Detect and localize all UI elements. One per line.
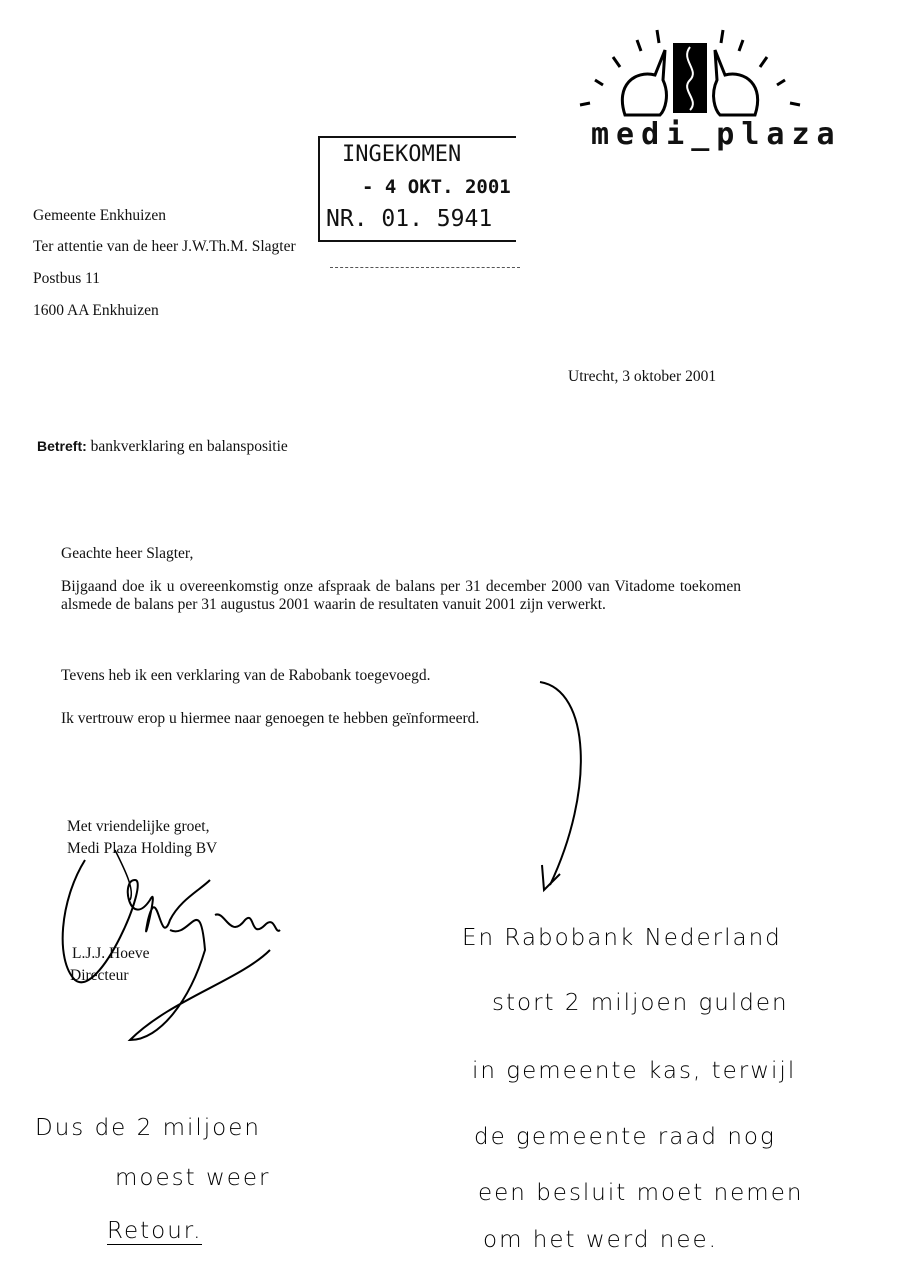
handwritten-note-line: Retour. bbox=[107, 1218, 203, 1244]
handwritten-note-line: om het werd nee. bbox=[483, 1227, 718, 1253]
handwritten-note-line: een besluit moet nemen bbox=[478, 1180, 804, 1206]
arrow-icon bbox=[520, 670, 610, 900]
received-stamp bbox=[318, 136, 516, 242]
signatory-title: Directeur bbox=[70, 967, 129, 984]
body-paragraph: Bijgaand doe ik u overeenkomstig onze afspraak de balans per 31 december 2000 van Vitadome toekomen alsmede de balans per 31 augustus 2001 waarin de resultaten vanuit 2001 zijn verwerkt. bbox=[61, 578, 741, 613]
medi-plaza-logo bbox=[565, 15, 842, 155]
subject bbox=[37, 438, 288, 456]
closing-greeting: Met vriendelijke groet, bbox=[67, 818, 210, 835]
handwritten-note-line: moest weer bbox=[115, 1165, 271, 1191]
salutation: Geachte heer Slagter, bbox=[61, 545, 194, 562]
stamp-dotted-line bbox=[330, 267, 520, 268]
subject-label: Betreft: bbox=[37, 438, 87, 454]
stamp-title: INGEKOMEN bbox=[342, 142, 462, 167]
recipient-line: Gemeente Enkhuizen bbox=[33, 207, 166, 224]
handwritten-note-line: de gemeente raad nog bbox=[474, 1124, 776, 1150]
stamp-date: - 4 OKT. 2001 bbox=[362, 176, 511, 198]
closing-company: Medi Plaza Holding BV bbox=[67, 840, 218, 857]
logo-text: medi_plaza bbox=[591, 117, 842, 152]
recipient-line: Ter attentie van de heer J.W.Th.M. Slagter bbox=[33, 238, 296, 255]
unicorn-emblem-icon bbox=[565, 15, 815, 125]
handwritten-note-line: in gemeente kas, terwijl bbox=[472, 1058, 797, 1084]
handwritten-note-line: Dus de 2 miljoen bbox=[35, 1115, 261, 1141]
body-paragraph: Tevens heb ik een verklaring van de Rabobank toegevoegd. bbox=[61, 667, 431, 684]
signature-icon bbox=[40, 840, 320, 1060]
subject-text: bankverklaring en balanspositie bbox=[90, 438, 288, 455]
recipient-line: Postbus 11 bbox=[33, 270, 101, 287]
handwritten-note-line: En Rabobank Nederland bbox=[462, 925, 782, 951]
body-paragraph: Ik vertrouw erop u hiermee naar genoegen te hebben geïnformeerd. bbox=[61, 710, 480, 727]
handwritten-note-line: stort 2 miljoen gulden bbox=[492, 990, 789, 1016]
place-date: Utrecht, 3 oktober 2001 bbox=[568, 368, 717, 385]
recipient-line: 1600 AA Enkhuizen bbox=[33, 302, 159, 319]
signatory-name: L.J.J. Hoeve bbox=[72, 945, 150, 962]
stamp-number: NR. 01. 5941 bbox=[326, 206, 493, 232]
